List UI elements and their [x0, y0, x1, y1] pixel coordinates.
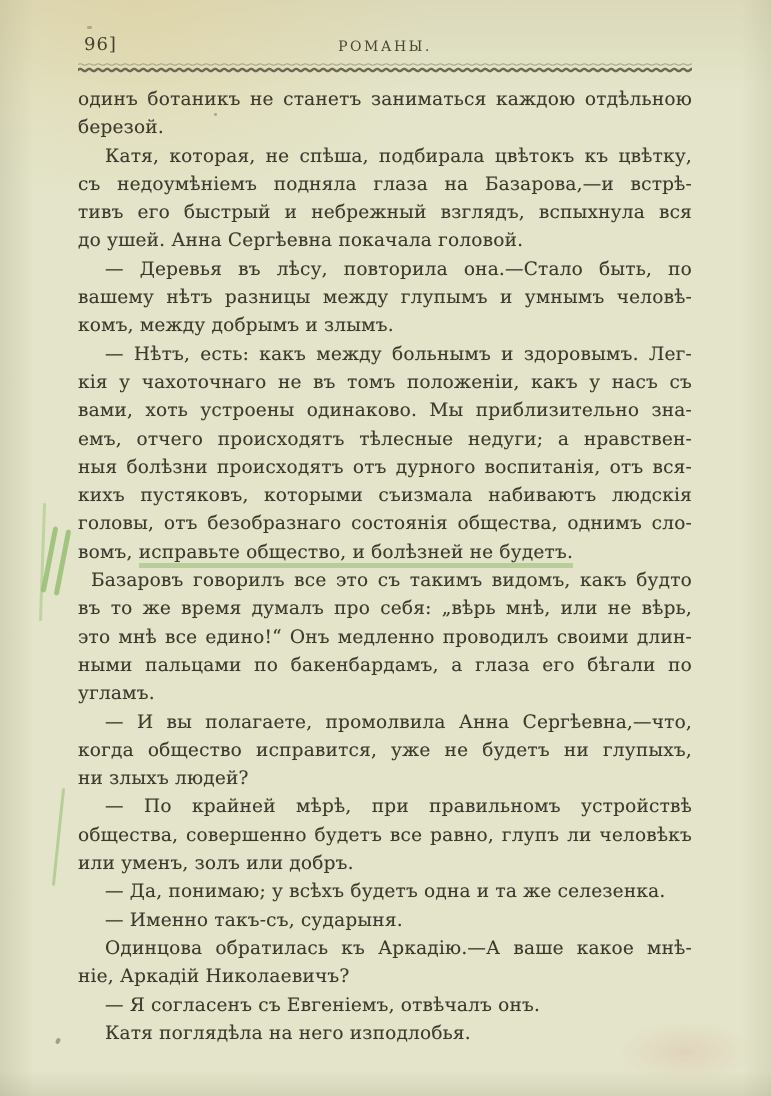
- text-line: [78, 652, 692, 680]
- text-segment: ни злыхъ людей?: [78, 768, 249, 790]
- text-segment: — Деревья въ лѣсу, повторила она.—Стало быть, по: [105, 258, 692, 280]
- text-segment: березой.: [78, 117, 164, 139]
- text-line: [78, 143, 692, 171]
- text-segment: вомъ,: [78, 541, 139, 563]
- text-segment: вами, хоть устроены одинаково. Мы приблизительно зна-: [78, 400, 692, 422]
- text-segment: угламъ.: [78, 683, 155, 705]
- text-line: [78, 284, 692, 312]
- text-segment: когда общество исправится, уже не будетъ ни глупыхъ,: [78, 739, 692, 761]
- paper-speck: [87, 26, 92, 29]
- text-line: [78, 737, 692, 765]
- page-number: 96]: [84, 34, 117, 55]
- text-line: [78, 624, 692, 652]
- paper-speck: [55, 1037, 61, 1044]
- text-segment: — По крайней мѣрѣ, при правильномъ устройствѣ: [105, 796, 692, 818]
- text-line: [78, 793, 692, 821]
- text-line: [78, 312, 692, 340]
- text-segment: ніе, Аркадій Николаевичъ?: [78, 966, 350, 988]
- text-line: [78, 86, 692, 114]
- text-segment: — Нѣтъ, есть: какъ между больнымъ и здоровымъ. Лег-: [105, 343, 692, 365]
- text-line: [78, 539, 692, 567]
- text-segment: кія у чахоточнаго не въ томъ положеніи, какъ у насъ съ: [78, 371, 692, 393]
- text-line: [78, 907, 692, 935]
- text-segment: — Именно такъ-съ, сударыня.: [105, 909, 403, 931]
- text-line: [78, 567, 692, 595]
- text-line: [78, 454, 692, 482]
- text-line: [78, 510, 692, 538]
- margin-vertical-pencil-line: [39, 503, 46, 621]
- text-line: [78, 199, 692, 227]
- text-segment: — И вы полагаете, промолвила Анна Сергѣевна,—что,: [105, 711, 692, 733]
- text-segment: — Да, понимаю; у всѣхъ будетъ одна и та же селезенка.: [105, 881, 666, 903]
- text-segment: — Я согласенъ съ Евгеніемъ, отвѣчалъ онъ.: [105, 994, 541, 1016]
- margin-slash-pencil-mark-1: [41, 526, 59, 593]
- text-line: [78, 114, 692, 142]
- text-segment: ныя болѣзни происходятъ отъ дурного воспитанія, отъ вся-: [78, 456, 692, 478]
- paper-speck: [214, 113, 217, 116]
- text-line: [78, 709, 692, 737]
- text-segment: вашему нѣтъ разницы между глупымъ и умнымъ человѣ-: [78, 287, 692, 309]
- pencil-underlined-text: исправьте общество, и болѣзней не будетъ.: [139, 542, 573, 568]
- text-line: [78, 850, 692, 878]
- text-line: [78, 992, 692, 1020]
- text-line: [78, 822, 692, 850]
- text-segment: Одинцова обратилась къ Аркадію.—А ваше какое мнѣ-: [105, 937, 692, 959]
- text-segment: или уменъ, золъ или добръ.: [78, 853, 354, 875]
- text-segment: Катя, которая, не спѣша, подбирала цвѣтокъ къ цвѣтку,: [105, 145, 692, 167]
- text-segment: ными пальцами по бакенбардамъ, а глаза его бѣгали по: [78, 654, 692, 676]
- text-segment: это мнѣ все едино!“ Онъ медленно проводилъ своими длин-: [78, 626, 692, 648]
- text-line: [78, 256, 692, 284]
- margin-slash-pencil-mark-2: [54, 529, 72, 596]
- text-segment: комъ, между добрымъ и злымъ.: [78, 315, 394, 337]
- text-segment: тивъ его быстрый и небрежный взглядъ, вспыхнула вся: [78, 202, 692, 224]
- text-segment: съ недоумѣніемъ подняла глаза на Базарова,—и встрѣ-: [78, 173, 692, 195]
- margin-curved-pencil-line: [52, 788, 65, 886]
- text-line: [78, 426, 692, 454]
- text-line: [78, 341, 692, 369]
- text-line: [78, 680, 692, 708]
- text-line: [78, 878, 692, 906]
- text-segment: до ушей. Анна Сергѣевна покачала головой.: [78, 230, 524, 252]
- text-segment: общества, совершенно будетъ все равно, глупъ ли человѣкъ: [78, 824, 692, 846]
- ornamental-rule: [78, 61, 692, 75]
- page-body: [78, 86, 692, 1048]
- text-line: [78, 765, 692, 793]
- text-line: [78, 171, 692, 199]
- text-segment: Катя поглядѣла на него изподлобья.: [105, 1022, 471, 1044]
- text-segment: кихъ пустяковъ, которыми съизмала набиваютъ людскія: [78, 485, 692, 507]
- text-segment: емъ, отчего происходятъ тѣлесные недуги; а нравствен-: [78, 428, 692, 450]
- text-line: [78, 963, 692, 991]
- text-segment: одинъ ботаникъ не станетъ заниматься каждою отдѣльною: [78, 89, 692, 110]
- text-line: [78, 595, 692, 623]
- text-segment: Базаровъ говорилъ все это съ такимъ видомъ, какъ будто: [91, 570, 692, 592]
- text-line: [78, 227, 692, 255]
- text-line: [78, 935, 692, 963]
- text-line: [78, 1020, 692, 1048]
- text-segment: въ то же время думалъ про себя: „вѣрь мнѣ, или не вѣрь,: [78, 598, 692, 620]
- running-title: РОМАНЫ.: [338, 39, 432, 55]
- text-line: [78, 369, 692, 397]
- text-line: [78, 482, 692, 510]
- text-line: [78, 397, 692, 425]
- text-segment: головы, отъ безобразнаго состоянія общества, однимъ сло-: [78, 513, 692, 535]
